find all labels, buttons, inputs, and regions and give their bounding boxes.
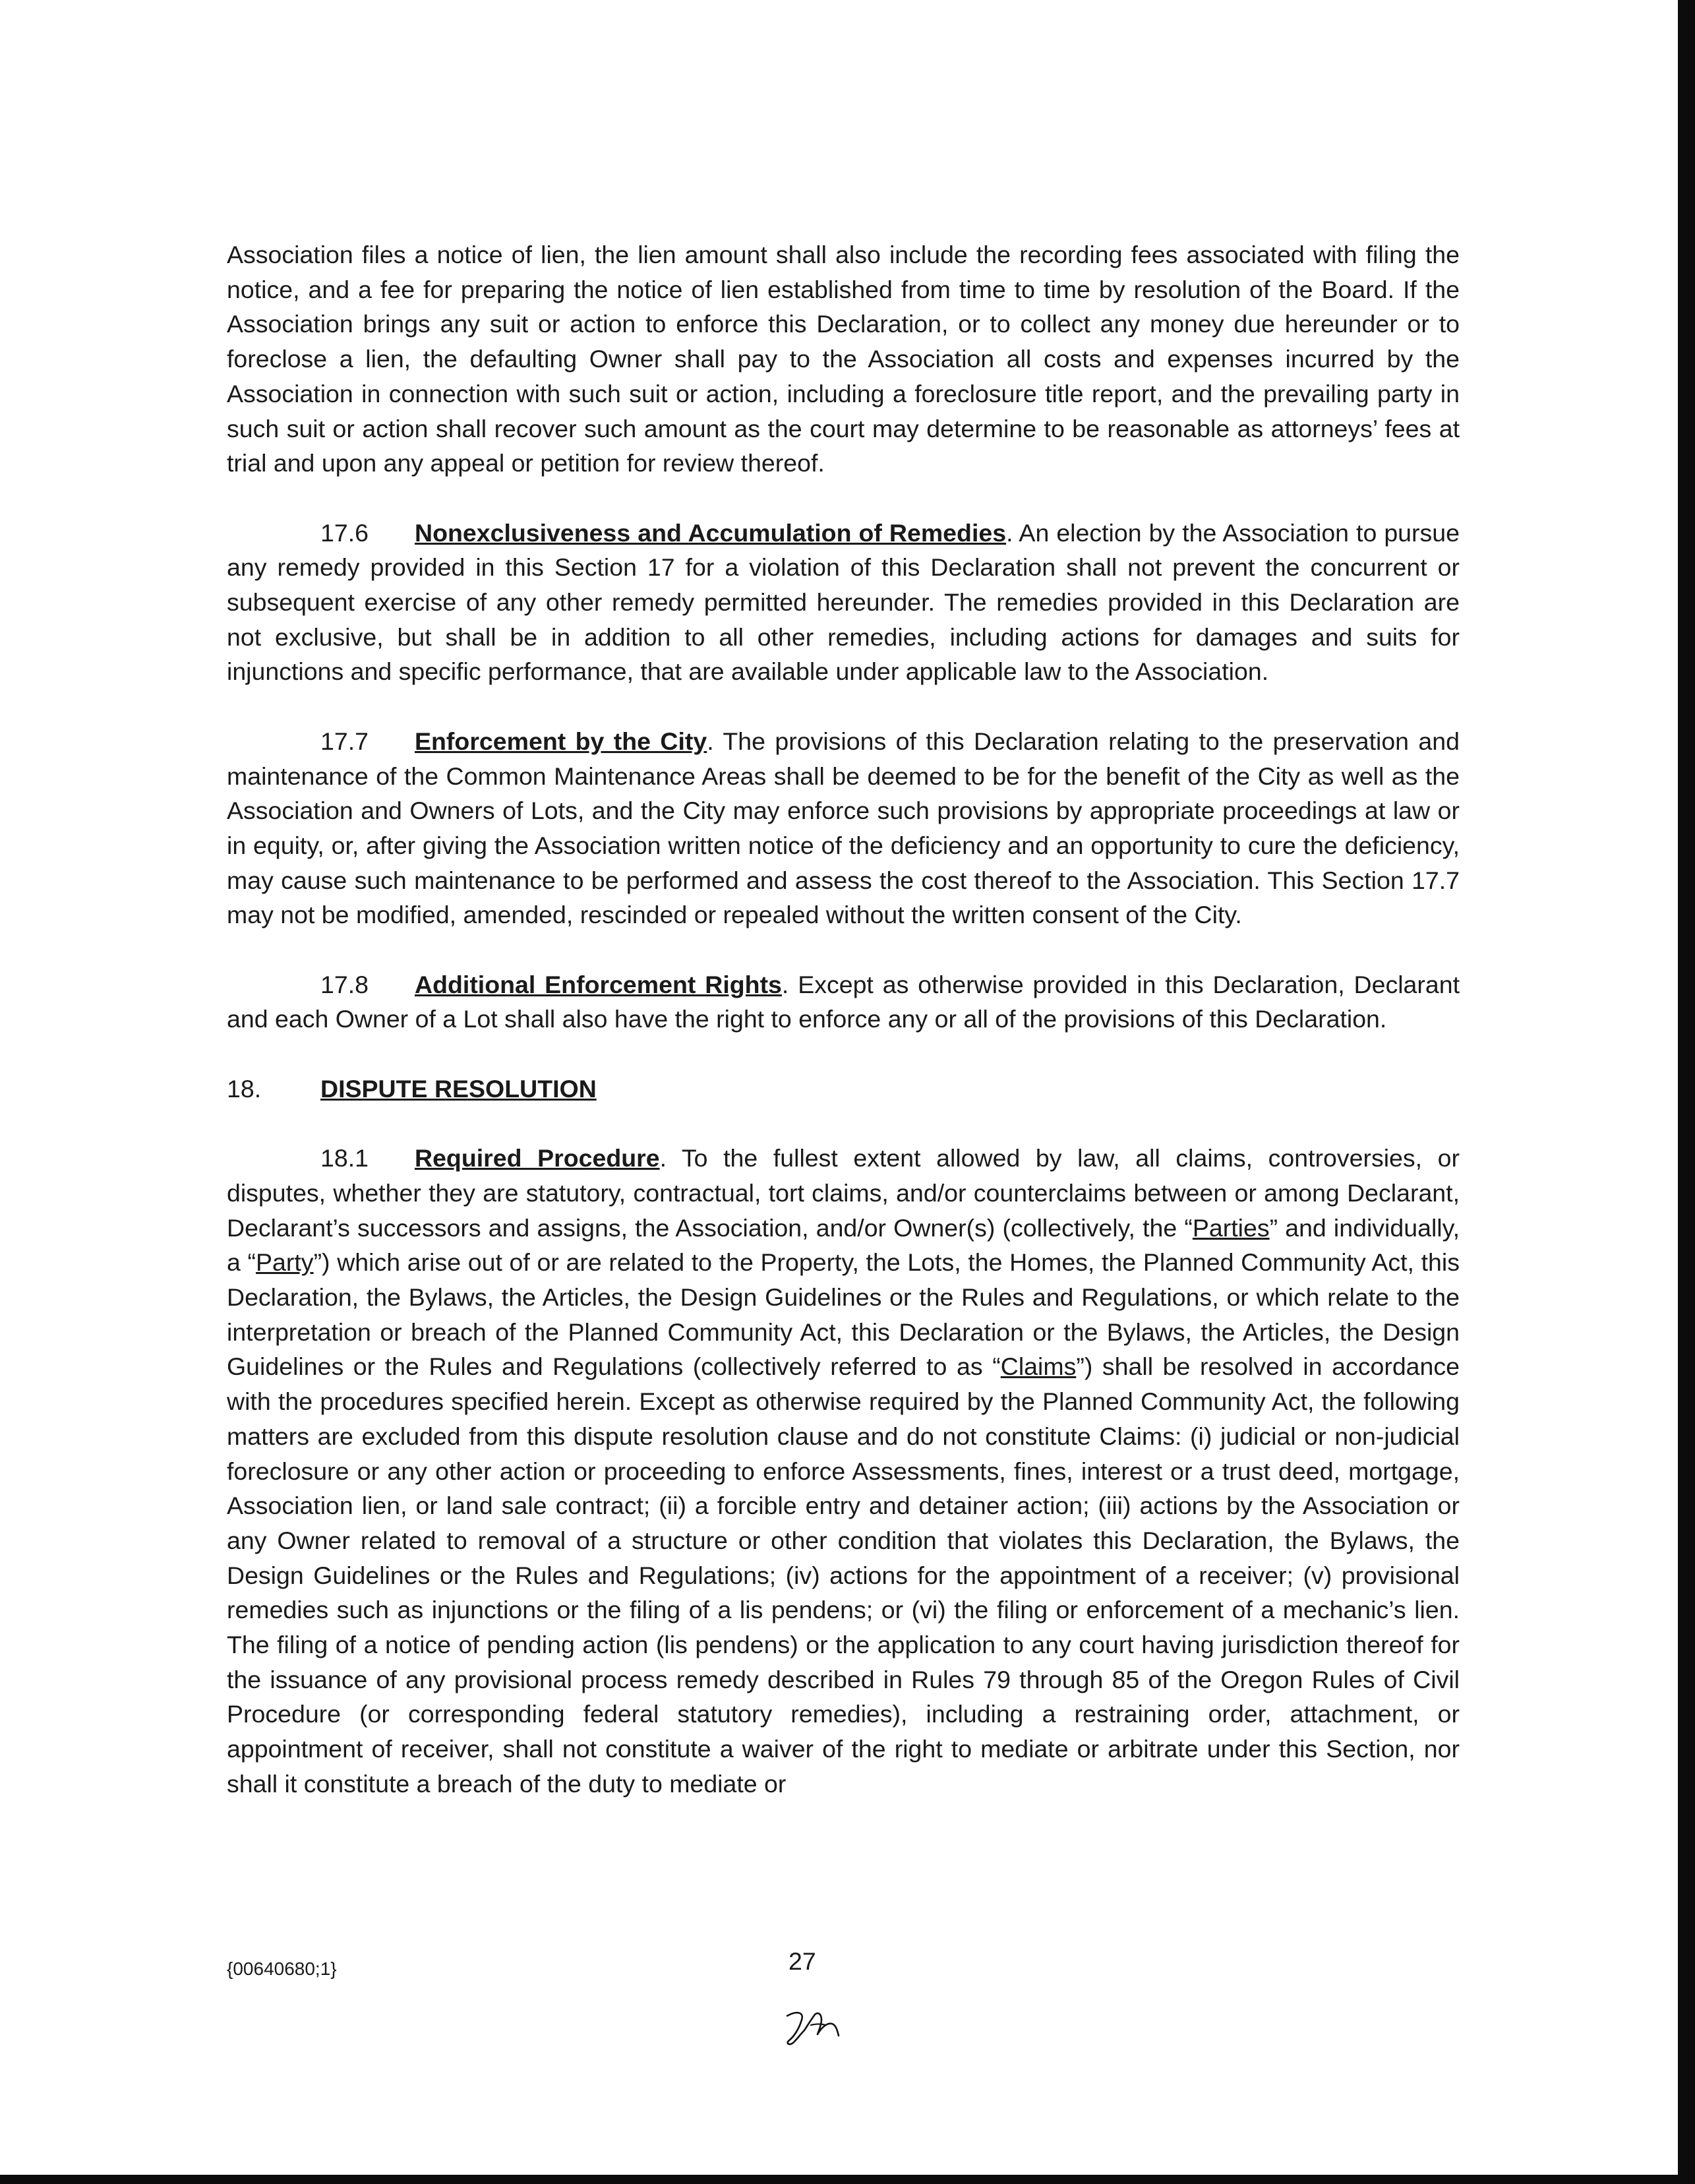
- section-number: 18.1: [320, 1144, 369, 1172]
- defined-term-party: Party: [256, 1248, 314, 1277]
- section-body-c: ”) which arise out of or are related to the Property, the Lots, the Homes, the Planned Community Act, this Declaration, the Bylaws, the Articles, the Design Guidelines or the Rules and Regulations, or which relate to the interpretation or breach of the Planned Community Act, this Declaration or the Bylaws, the Articles, the Design Guidelines or the Rules and Regulations (collectively referred to as “: [227, 1248, 1460, 1381]
- section-title: DISPUTE RESOLUTION: [320, 1074, 597, 1103]
- scan-edge-bottom: [0, 2175, 1695, 2184]
- handwritten-initials-signature: [785, 2008, 841, 2048]
- section-body: . The provisions of this Declaration relating to the preservation and maintenance of the Common Maintenance Areas shall be deemed to be for the benefit of the City as well as the Association and Owners of Lots, and the City may enforce such provisions by appropriate proceedings at law or in equity, or, after giving the Association written notice of the deficiency and an opportunity to cure the deficiency, may cause such maintenance to be performed and assess the cost thereof to the Association. This Section 17.7 may not be modified, amended, rescinded or repealed without the written consent of the City.: [227, 727, 1460, 929]
- section-17-7: [227, 724, 1460, 932]
- section-18-heading: [227, 1072, 1460, 1107]
- section-17-8: [227, 967, 1460, 1037]
- section-body-b: ” and individually, a “: [227, 1213, 1460, 1277]
- document-page: [227, 237, 1460, 1802]
- section-body-a: . To the fullest extent allowed by law, all claims, controversies, or disputes, whether they are statutory, contractual, tort claims, and/or counterclaims between or among Declarant, Declarant’s successors and assigns, the Association, and/or Owner(s) (collectively, the “: [227, 1144, 1460, 1242]
- section-title: Required Procedure: [415, 1144, 660, 1172]
- defined-term-parties: Parties: [1192, 1213, 1270, 1242]
- footer-document-id: {00640680;1}: [227, 1958, 337, 1979]
- section-number: 17.8: [320, 970, 369, 998]
- defined-term-claims: Claims: [1000, 1352, 1077, 1381]
- section-body-d: ”) shall be resolved in accordance with the procedures specified herein. Except as otherwise required by the Planned Community Act, the following matters are excluded from this dispute resolution clause and do not constitute Claims: (i) judicial or non-judicial foreclosure or any other action or proceeding to enforce Assessments, fines, interest or a trust deed, mortgage, Association lien, or land sale contract; (ii) a forcible entry and detainer action; (iii) actions by the Association or any Owner related to removal of a structure or other condition that violates this Declaration, the Bylaws, the Design Guidelines or the Rules and Regulations; (iv) actions for the appointment of a receiver; (v) provisional remedies such as injunctions or the filing of a lis pendens; or (vi) the filing or enforcement of a mechanic’s lien. The filing of a notice of pending action (lis pendens) or the application to any court having jurisdiction thereof for the issuance of any provisional process remedy described in Rules 79 through 85 of the Oregon Rules of Civil Procedure (or corresponding federal statutory remedies), including a restraining order, attachment, or appointment of receiver, shall not constitute a waiver of the right to mediate or arbitrate under this Section, nor shall it constitute a breach of the duty to mediate or: [227, 1352, 1460, 1798]
- section-18-1: [227, 1141, 1460, 1801]
- section-number: 18.: [227, 1074, 262, 1103]
- section-title: Nonexclusiveness and Accumulation of Remedies: [415, 518, 1007, 547]
- page-number: 27: [788, 1947, 816, 1975]
- section-number: 17.7: [320, 727, 369, 755]
- section-title: Additional Enforcement Rights: [415, 970, 782, 998]
- section-17-6: [227, 516, 1460, 690]
- section-number: 17.6: [320, 518, 369, 547]
- section-title: Enforcement by the City: [415, 727, 707, 755]
- paragraph-continuation: Association files a notice of lien, the lien amount shall also include the recording fees associated with filing the notice, and a fee for preparing the notice of lien established from time to time by resolution of the Board. If the Association brings any suit or action to enforce this Declaration, or to collect any money due hereunder or to foreclose a lien, the defaulting Owner shall pay to the Association all costs and expenses incurred by the Association in connection with such suit or action, including a foreclosure title report, and the prevailing party in such suit or action shall recover such amount as the court may determine to be reasonable as attorneys’ fees at trial and upon any appeal or petition for review thereof.: [227, 241, 1460, 477]
- section-body: . An election by the Association to pursue any remedy provided in this Section 17 for a violation of this Declaration shall not prevent the concurrent or subsequent exercise of any other remedy permitted hereunder. The remedies provided in this Declaration are not exclusive, but shall be in addition to all other remedies, including actions for damages and suits for injunctions and specific performance, that are available under applicable law to the Association.: [227, 518, 1460, 686]
- section-body: . Except as otherwise provided in this Declaration, Declarant and each Owner of a Lot shall also have the right to enforce any or all of the provisions of this Declaration.: [227, 970, 1460, 1033]
- scan-edge-right: [1678, 0, 1695, 2184]
